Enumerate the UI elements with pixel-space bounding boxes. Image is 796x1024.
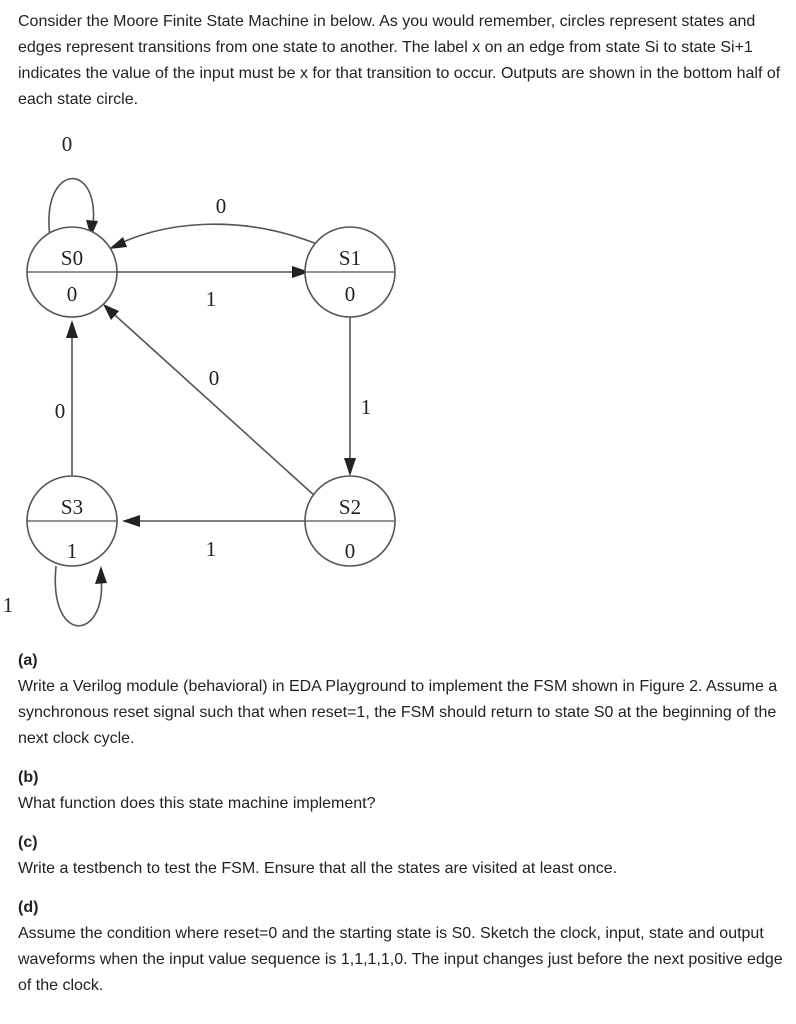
edge-label-s0-s0: 0 (61, 132, 73, 156)
problem-intro: Consider the Moore Finite State Machine in below. As you would remember, circles represent states and edges represent transitions from one state to another. The label x on an edge from state Si to state Si+1 indicates the value of the input must be x for that transition to occur. Outputs are shown in the bottom half of each state circle. (18, 13, 781, 108)
question-a-label: (a) (18, 652, 38, 669)
question-b (18, 765, 788, 817)
question-a-text: Write a Verilog module (behavioral) in EDA Playground to implement the FSM shown in Figure 2. Assume a synchronous reset signal such that when reset=1, the FSM should return to state S0 at the beginning of the next clock cycle. (18, 678, 778, 747)
edge-label-s2-s3: 1 (205, 537, 217, 561)
edge-label-s3-s3: 1 (2, 593, 14, 617)
arrow-s3-s3 (95, 566, 107, 584)
edge-label-s2-s0: 0 (208, 366, 220, 390)
edge-label-s0-s1: 1 (205, 287, 217, 311)
question-d-label: (d) (18, 899, 39, 916)
arrow-s1-s2 (344, 458, 356, 476)
question-c-text: Write a testbench to test the FSM. Ensure that all the states are visited at least once. (18, 860, 618, 877)
state-name-s0: S0 (60, 246, 84, 270)
state-output-s0: 0 (66, 282, 78, 306)
state-name-s2: S2 (338, 495, 362, 519)
question-a (18, 648, 788, 752)
state-output-s1: 0 (344, 282, 356, 306)
arrow-s1-s0 (109, 237, 127, 249)
edge-label-s3-s0: 0 (54, 399, 66, 423)
edge-s3-s3 (55, 566, 101, 626)
edge-s2-s0 (106, 307, 316, 497)
edge-label-s1-s2: 1 (360, 395, 372, 419)
state-output-s3: 1 (66, 539, 78, 563)
state-output-s2: 0 (344, 539, 356, 563)
state-name-s1: S1 (338, 246, 362, 270)
fsm-diagram (0, 118, 420, 638)
edge-s1-s0 (113, 224, 322, 247)
question-c-label: (c) (18, 834, 38, 851)
arrow-s3-s0 (66, 320, 78, 338)
question-b-label: (b) (18, 769, 39, 786)
question-b-text: What function does this state machine implement? (18, 795, 376, 812)
question-d (18, 895, 788, 999)
edge-label-s1-s0: 0 (215, 194, 227, 218)
question-d-text: Assume the condition where reset=0 and the starting state is S0. Sketch the clock, input, state and output waveforms when the input value sequence is 1,1,1,1,0. The input changes just before the next positive edge of the clock. (18, 925, 783, 994)
arrow-s2-s3 (122, 515, 140, 527)
state-name-s3: S3 (60, 495, 84, 519)
question-c (18, 830, 788, 882)
